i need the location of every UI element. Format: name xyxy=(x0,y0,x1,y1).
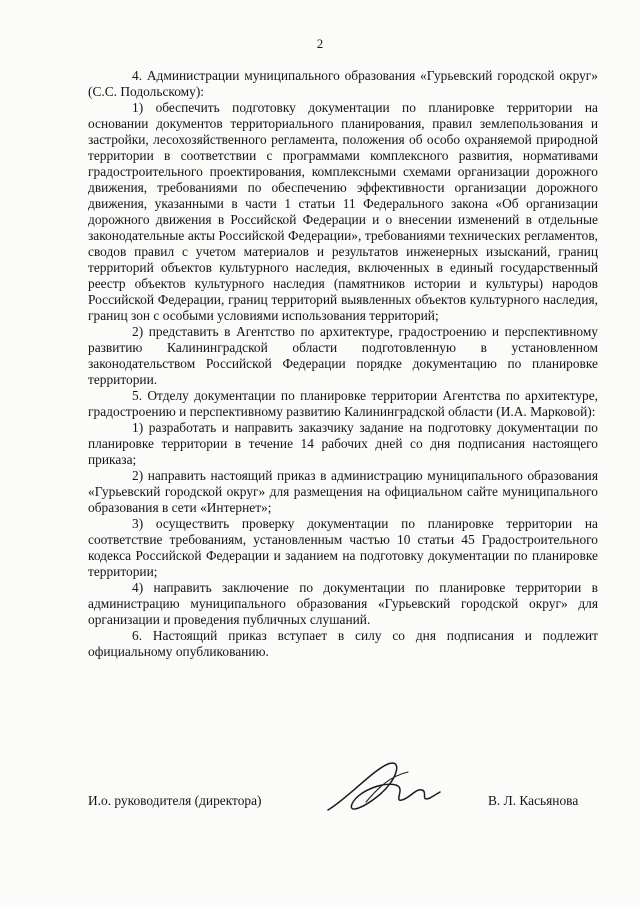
paragraph-4-2: 2) представить в Агентство по архитектуре, градостроению и перспективному развитию Калининградской области подготовленную в установленном законодательством Российской Федерации порядке документацию по планировке территории. xyxy=(88,324,598,387)
page-number: 2 xyxy=(316,36,324,51)
paragraph-5-2: 2) направить настоящий приказ в администрацию муниципального образования «Гурьевский городской округ» для размещения на официальном сайте муниципального образования в сети «Интернет»; xyxy=(88,468,598,515)
paragraph-4: 4. Администрации муниципального образования «Гурьевский городской округ» (С.С. Подольскому): xyxy=(88,68,598,99)
signatory-name: В. Л. Касьянова xyxy=(488,793,579,808)
signatory-title: И.о. руководителя (директора) xyxy=(88,793,262,808)
paragraph-5-1: 1) разработать и направить заказчику задание на подготовку документации по планировке территории в течение 14 рабочих дней со дня подписания настоящего приказа; xyxy=(88,420,598,467)
document-body xyxy=(88,68,598,660)
handwritten-signature xyxy=(318,758,443,820)
paragraph-5: 5. Отделу документации по планировке территории Агентства по архитектуре, градостроению и перспективному развитию Калининградской области (И.А. Марковой): xyxy=(88,388,598,419)
paragraph-4-1: 1) обеспечить подготовку документации по планировке территории на основании документов территориального планирования, правил землепользования и застройки, лесохозяйственного регламента, положения об особо охраняемой природной территории в соответствии с программами комплексного развития, нормативами градостроительного проектирования, комплексными схемами организации дорожного движения, требованиями по обеспечению эффективности организации дорожного движения, указанными в части 1 статьи 11 Федерального закона «Об организации дорожного движения в Российской Федерации и о внесении изменений в отдельные законодательные акты Российской Федерации», требованиями технических регламентов, сводов правил с учетом материалов и результатов инженерных изысканий, границ территорий объектов культурного наследия, включенных в единый государственный реестр объектов культурного наследия (памятников истории и культуры) народов Российской Федерации, границ территорий выявленных объектов культурного наследия, границ зон с особыми условиями использования территорий; xyxy=(88,100,598,323)
paragraph-6: 6. Настоящий приказ вступает в силу со дня подписания и подлежит официальному опубликованию. xyxy=(88,628,598,659)
paragraph-5-3: 3) осуществить проверку документации по планировке территории на соответствие требованиям, установленным частью 10 статьи 45 Градостроительного кодекса Российской Федерации и заданием на подготовку документации по планировке территории; xyxy=(88,516,598,579)
paragraph-5-4: 4) направить заключение по документации по планировке территории в администрацию муниципального образования «Гурьевский городской округ» для организации и проведения публичных слушаний. xyxy=(88,580,598,627)
